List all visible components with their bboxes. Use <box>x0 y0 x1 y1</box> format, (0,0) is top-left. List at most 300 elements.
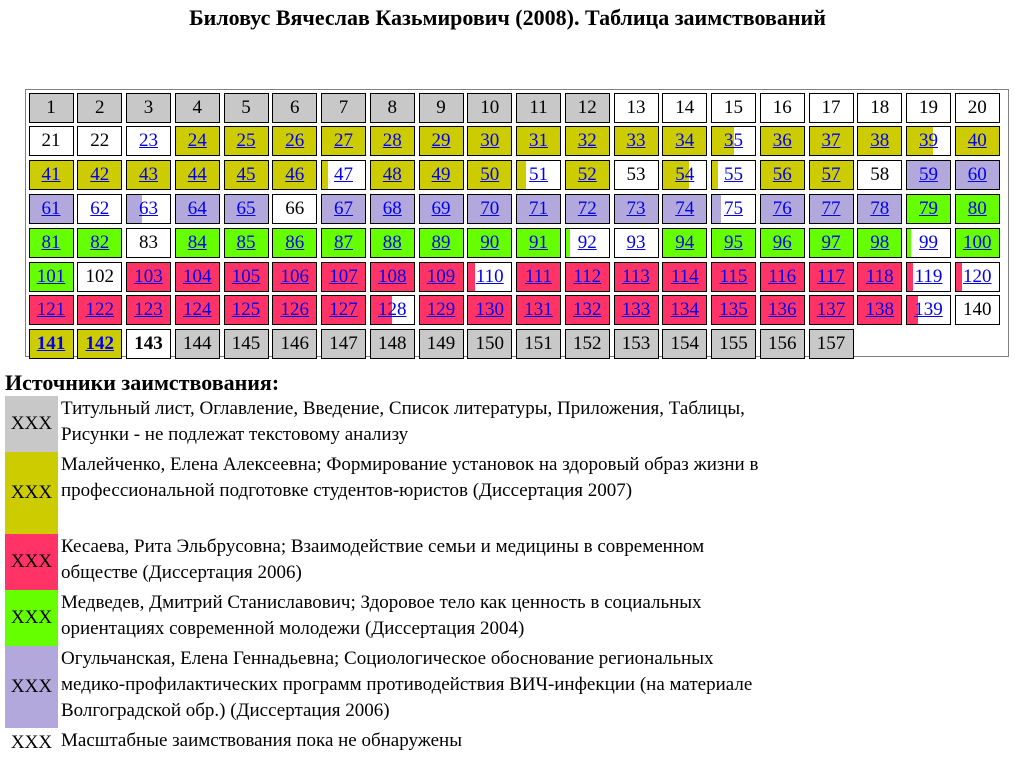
page-cell[interactable] <box>809 295 854 325</box>
page-link[interactable]: 131 <box>524 299 553 321</box>
page-link[interactable]: 67 <box>334 197 353 219</box>
page-cell[interactable] <box>614 295 659 325</box>
page-link[interactable]: 138 <box>865 299 894 321</box>
page-cell[interactable] <box>224 262 269 292</box>
page-link[interactable]: 26 <box>285 130 305 152</box>
page-cell[interactable] <box>29 194 74 224</box>
page-link[interactable]: 54 <box>675 164 695 186</box>
page-cell <box>175 329 220 359</box>
page-link[interactable]: 121 <box>36 299 66 321</box>
page-cell[interactable] <box>662 295 707 325</box>
page-cell[interactable] <box>906 194 951 224</box>
page-cell <box>565 93 610 123</box>
cell-fill <box>907 229 911 257</box>
page-cell[interactable] <box>467 160 512 190</box>
page-link[interactable]: 95 <box>724 231 743 253</box>
page-cell[interactable] <box>126 194 171 224</box>
page-cell[interactable] <box>126 295 171 325</box>
page-cell[interactable] <box>467 228 512 258</box>
page-cell[interactable] <box>370 295 415 325</box>
page-cell[interactable] <box>467 126 512 156</box>
page-link[interactable]: 51 <box>529 164 548 186</box>
page-cell <box>370 329 415 359</box>
page-cell[interactable] <box>272 262 317 292</box>
page-cell <box>809 329 854 359</box>
page-link[interactable]: 132 <box>573 299 602 321</box>
page-link[interactable]: 68 <box>382 197 402 219</box>
page-link[interactable]: 35 <box>724 130 743 152</box>
page-link[interactable]: 118 <box>865 265 894 287</box>
page-link[interactable]: 50 <box>480 164 500 186</box>
page-link[interactable]: 141 <box>36 333 66 355</box>
page-cell[interactable] <box>662 126 707 156</box>
page-link[interactable]: 59 <box>919 164 938 186</box>
page-link[interactable]: 88 <box>382 231 402 253</box>
page-number: 10 <box>480 96 500 118</box>
page-cell[interactable] <box>857 295 902 325</box>
page-number: 153 <box>621 333 651 355</box>
page-cell[interactable] <box>419 126 464 156</box>
page-number: 145 <box>231 333 261 355</box>
page-cell[interactable] <box>955 228 1000 258</box>
cell-fill <box>566 229 570 257</box>
page-cell[interactable] <box>857 126 902 156</box>
page-cell[interactable] <box>419 262 464 292</box>
page-link[interactable]: 43 <box>139 164 158 186</box>
page-link[interactable]: 81 <box>41 231 61 253</box>
page-link[interactable]: 69 <box>431 197 451 219</box>
page-cell[interactable] <box>662 194 707 224</box>
page-cell[interactable] <box>809 262 854 292</box>
page-cell[interactable] <box>565 228 610 258</box>
page-cell <box>516 93 561 123</box>
page-link[interactable]: 38 <box>870 130 890 152</box>
page-number: 21 <box>41 130 61 152</box>
page-cell[interactable] <box>565 295 610 325</box>
page-link[interactable]: 73 <box>626 197 646 219</box>
page-cell[interactable] <box>272 228 317 258</box>
page-cell[interactable] <box>760 126 805 156</box>
page-cell[interactable] <box>711 126 756 156</box>
page-link[interactable]: 119 <box>914 265 943 287</box>
page-link[interactable]: 45 <box>236 164 256 186</box>
page-link[interactable]: 25 <box>236 130 256 152</box>
page-cell[interactable] <box>321 126 366 156</box>
page-number: 16 <box>772 96 792 118</box>
page-number: 144 <box>183 333 212 355</box>
legend-row <box>5 590 785 646</box>
page-cell <box>224 329 269 359</box>
legend-row <box>5 452 785 534</box>
page-cell[interactable] <box>370 194 415 224</box>
page-number: 9 <box>436 96 446 118</box>
page-cell[interactable] <box>77 194 122 224</box>
page-cell <box>614 329 659 359</box>
page-link[interactable]: 106 <box>280 265 309 287</box>
page-cell[interactable] <box>760 194 805 224</box>
page-cell <box>419 329 464 359</box>
page-number: 14 <box>675 96 695 118</box>
page-cell[interactable] <box>321 228 366 258</box>
page-cell[interactable] <box>175 228 220 258</box>
page-link[interactable]: 49 <box>431 164 451 186</box>
page-link[interactable]: 56 <box>772 164 792 186</box>
page-link[interactable]: 76 <box>772 197 792 219</box>
page-cell[interactable] <box>126 126 171 156</box>
page-link[interactable]: 37 <box>821 130 841 152</box>
page-cell[interactable] <box>955 262 1000 292</box>
page-link[interactable]: 34 <box>675 130 695 152</box>
page-number: 4 <box>192 96 202 118</box>
page-cell <box>29 126 74 156</box>
page-link[interactable]: 134 <box>670 299 699 321</box>
page-link[interactable]: 96 <box>772 231 792 253</box>
page-cell[interactable] <box>77 329 122 359</box>
page-link[interactable]: 75 <box>724 197 743 219</box>
legend-swatch: XXX <box>5 534 58 590</box>
page-cell[interactable] <box>711 194 756 224</box>
page-cell <box>857 160 902 190</box>
page-cell[interactable] <box>175 262 220 292</box>
page-cell <box>272 93 317 123</box>
page-cell[interactable] <box>857 194 902 224</box>
page-cell[interactable] <box>711 295 756 325</box>
page-cell <box>760 93 805 123</box>
page-cell[interactable] <box>224 228 269 258</box>
page-cell[interactable] <box>857 262 902 292</box>
page-cell[interactable] <box>516 295 561 325</box>
page-cell[interactable] <box>370 160 415 190</box>
page-link[interactable]: 115 <box>719 265 748 287</box>
page-number: 20 <box>967 96 987 118</box>
legend-swatch: XXX <box>5 452 58 534</box>
page-cell[interactable] <box>126 160 171 190</box>
page-cell[interactable] <box>370 228 415 258</box>
page-link[interactable]: 39 <box>919 130 938 152</box>
page-cell[interactable] <box>906 160 951 190</box>
page-number: 148 <box>378 333 407 355</box>
page-number: 147 <box>329 333 358 355</box>
page-cell[interactable] <box>272 126 317 156</box>
page-link[interactable]: 62 <box>90 197 110 219</box>
page-link[interactable]: 78 <box>870 197 890 219</box>
page-link[interactable]: 135 <box>719 299 748 321</box>
page-link[interactable]: 90 <box>480 231 500 253</box>
page-number: 151 <box>524 333 553 355</box>
page-cell <box>126 329 171 359</box>
page-link[interactable]: 41 <box>41 164 61 186</box>
page-cell[interactable] <box>662 160 707 190</box>
page-link[interactable]: 63 <box>139 197 158 219</box>
page-link[interactable]: 139 <box>914 299 943 321</box>
page-number: 146 <box>280 333 309 355</box>
page-link[interactable]: 98 <box>870 231 890 253</box>
page-link[interactable]: 93 <box>626 231 646 253</box>
page-title: Биловус Вячеслав Казьмирович (2008). Таблица заимствований <box>189 5 826 30</box>
page-link[interactable]: 117 <box>817 265 845 287</box>
page-cell <box>77 262 122 292</box>
page-link[interactable]: 29 <box>431 130 451 152</box>
page-cell[interactable] <box>955 126 1000 156</box>
page-cell[interactable] <box>77 295 122 325</box>
page-link[interactable]: 114 <box>670 265 699 287</box>
page-cell[interactable] <box>711 228 756 258</box>
page-link[interactable]: 27 <box>334 130 353 152</box>
page-link[interactable]: 40 <box>967 130 987 152</box>
page-cell[interactable] <box>77 228 122 258</box>
page-link[interactable]: 42 <box>90 164 110 186</box>
page-cell[interactable] <box>809 160 854 190</box>
page-link[interactable]: 23 <box>139 130 158 152</box>
cell-fill <box>712 195 721 223</box>
page-cell[interactable] <box>419 160 464 190</box>
page-link[interactable]: 91 <box>529 231 548 253</box>
page-cell <box>126 93 171 123</box>
page-link[interactable]: 65 <box>236 197 256 219</box>
page-link[interactable]: 112 <box>573 265 602 287</box>
page-cell[interactable] <box>516 160 561 190</box>
page-link[interactable]: 47 <box>334 164 353 186</box>
page-cell[interactable] <box>906 126 951 156</box>
page-cell[interactable] <box>224 160 269 190</box>
page-cell <box>224 93 269 123</box>
page-cell[interactable] <box>29 160 74 190</box>
page-cell[interactable] <box>614 126 659 156</box>
page-link[interactable]: 127 <box>329 299 358 321</box>
page-cell[interactable] <box>126 262 171 292</box>
page-link[interactable]: 126 <box>280 299 309 321</box>
page-cell[interactable] <box>662 228 707 258</box>
page-link[interactable]: 82 <box>90 231 110 253</box>
cell-fill <box>907 263 913 291</box>
page-number: 157 <box>816 333 846 355</box>
page-link[interactable]: 84 <box>187 231 207 253</box>
page-cell[interactable] <box>29 262 74 292</box>
page-cell[interactable] <box>516 126 561 156</box>
page-cell[interactable] <box>175 295 220 325</box>
page-link[interactable]: 122 <box>85 299 114 321</box>
page-cell[interactable] <box>224 295 269 325</box>
page-link[interactable]: 30 <box>480 130 500 152</box>
page-cell[interactable] <box>272 160 317 190</box>
page-cell[interactable] <box>662 262 707 292</box>
page-link[interactable]: 61 <box>41 197 61 219</box>
page-link[interactable]: 92 <box>577 231 597 253</box>
page-link[interactable]: 110 <box>475 265 504 287</box>
page-cell[interactable] <box>955 160 1000 190</box>
page-number: 5 <box>241 96 251 118</box>
page-cell[interactable] <box>467 194 512 224</box>
page-cell <box>175 93 220 123</box>
page-link[interactable]: 101 <box>36 265 66 287</box>
page-cell[interactable] <box>321 160 366 190</box>
page-cell[interactable] <box>224 194 269 224</box>
page-link[interactable]: 129 <box>426 299 456 321</box>
page-link[interactable]: 100 <box>963 231 992 253</box>
legend-title: Источники заимствования: <box>5 370 280 395</box>
page-link[interactable]: 103 <box>134 265 163 287</box>
page-link[interactable]: 60 <box>967 164 987 186</box>
page-cell <box>516 329 561 359</box>
page-cell[interactable] <box>77 160 122 190</box>
page-link[interactable]: 72 <box>577 197 597 219</box>
page-cell[interactable] <box>809 228 854 258</box>
page-link[interactable]: 87 <box>334 231 353 253</box>
page-cell[interactable] <box>175 126 220 156</box>
page-cell[interactable] <box>711 262 756 292</box>
page-cell[interactable] <box>272 295 317 325</box>
page-link[interactable]: 80 <box>967 197 987 219</box>
legend-row <box>5 534 785 590</box>
page-link[interactable]: 97 <box>821 231 841 253</box>
page-cell[interactable] <box>760 295 805 325</box>
page-link[interactable]: 44 <box>187 164 207 186</box>
page-link[interactable]: 57 <box>821 164 841 186</box>
page-link[interactable]: 33 <box>626 130 646 152</box>
page-link[interactable]: 74 <box>675 197 695 219</box>
page-cell[interactable] <box>955 194 1000 224</box>
page-cell[interactable] <box>29 295 74 325</box>
page-link[interactable]: 128 <box>378 299 407 321</box>
page-link[interactable]: 120 <box>963 265 992 287</box>
page-cell[interactable] <box>565 160 610 190</box>
page-link[interactable]: 36 <box>772 130 792 152</box>
page-cell[interactable] <box>224 126 269 156</box>
page-cell <box>711 93 756 123</box>
page-cell[interactable] <box>614 228 659 258</box>
page-link[interactable]: 108 <box>378 265 407 287</box>
page-link[interactable]: 85 <box>236 231 256 253</box>
page-cell[interactable] <box>467 262 512 292</box>
page-cell <box>29 93 74 123</box>
page-cell[interactable] <box>175 160 220 190</box>
page-cell[interactable] <box>467 295 512 325</box>
page-link[interactable]: 24 <box>187 130 207 152</box>
cell-fill <box>468 263 474 291</box>
page-link[interactable]: 116 <box>768 265 797 287</box>
page-link[interactable]: 55 <box>724 164 743 186</box>
page-number: 3 <box>143 96 154 118</box>
page-cell[interactable] <box>370 126 415 156</box>
page-cell[interactable] <box>419 228 464 258</box>
page-link[interactable]: 79 <box>919 197 938 219</box>
page-link[interactable]: 125 <box>231 299 261 321</box>
page-cell[interactable] <box>565 194 610 224</box>
page-link[interactable]: 104 <box>183 265 212 287</box>
page-link[interactable]: 28 <box>382 130 402 152</box>
page-cell <box>614 160 659 190</box>
page-link[interactable]: 136 <box>768 299 797 321</box>
page-cell <box>955 295 1000 325</box>
page-cell[interactable] <box>906 228 951 258</box>
page-cell[interactable] <box>370 262 415 292</box>
page-cell[interactable] <box>321 295 366 325</box>
page-cell[interactable] <box>321 194 366 224</box>
page-cell[interactable] <box>29 329 74 359</box>
page-cell[interactable] <box>516 194 561 224</box>
page-cell[interactable] <box>614 194 659 224</box>
page-cell[interactable] <box>711 160 756 190</box>
page-cell <box>467 93 512 123</box>
page-cell[interactable] <box>565 262 610 292</box>
page-cell[interactable] <box>809 194 854 224</box>
page-link[interactable]: 107 <box>329 265 358 287</box>
page-cell <box>711 329 756 359</box>
page-cell[interactable] <box>906 295 951 325</box>
page-link[interactable]: 130 <box>475 299 504 321</box>
page-link[interactable]: 124 <box>183 299 212 321</box>
page-number: 22 <box>90 130 110 152</box>
page-cell[interactable] <box>29 228 74 258</box>
page-cell <box>906 93 951 123</box>
page-link[interactable]: 137 <box>816 299 846 321</box>
page-link[interactable]: 142 <box>85 333 114 355</box>
legend-row <box>5 646 785 728</box>
page-link[interactable]: 109 <box>426 265 456 287</box>
page-link[interactable]: 94 <box>675 231 695 253</box>
legend-swatch: XXX <box>5 728 58 758</box>
page-number: 2 <box>95 96 105 118</box>
page-cell[interactable] <box>857 228 902 258</box>
page-link[interactable]: 99 <box>919 231 938 253</box>
page-cell[interactable] <box>809 126 854 156</box>
page-link[interactable]: 77 <box>821 197 841 219</box>
page-number: 13 <box>626 96 646 118</box>
page-link[interactable]: 86 <box>285 231 305 253</box>
page-link[interactable]: 113 <box>622 265 650 287</box>
cell-fill <box>712 161 718 189</box>
cell-fill <box>322 161 328 189</box>
page-number: 149 <box>426 333 456 355</box>
page-link[interactable]: 133 <box>621 299 651 321</box>
page-link[interactable]: 71 <box>529 197 548 219</box>
page-cell[interactable] <box>614 262 659 292</box>
page-cell[interactable] <box>321 262 366 292</box>
page-link[interactable]: 111 <box>524 265 553 287</box>
page-cell[interactable] <box>760 160 805 190</box>
page-cell[interactable] <box>175 194 220 224</box>
page-link[interactable]: 46 <box>285 164 305 186</box>
page-number: 143 <box>134 333 163 355</box>
page-cell[interactable] <box>906 262 951 292</box>
page-grid <box>25 89 1009 357</box>
page-link[interactable]: 89 <box>431 231 451 253</box>
page-number: 66 <box>285 197 305 219</box>
page-link[interactable]: 31 <box>529 130 548 152</box>
page-number: 156 <box>768 333 797 355</box>
page-cell[interactable] <box>419 194 464 224</box>
page-link[interactable]: 70 <box>480 197 500 219</box>
page-link[interactable]: 32 <box>577 130 597 152</box>
page-cell[interactable] <box>760 262 805 292</box>
page-number: 7 <box>338 96 349 118</box>
page-cell[interactable] <box>565 126 610 156</box>
page-cell <box>77 93 122 123</box>
page-cell[interactable] <box>760 228 805 258</box>
page-cell <box>321 329 366 359</box>
page-cell <box>662 93 707 123</box>
page-cell[interactable] <box>516 262 561 292</box>
page-link[interactable]: 123 <box>134 299 163 321</box>
legend-row <box>5 396 785 452</box>
page-link[interactable]: 48 <box>382 164 402 186</box>
page-link[interactable]: 52 <box>577 164 597 186</box>
page-link[interactable]: 105 <box>231 265 261 287</box>
page-link[interactable]: 64 <box>187 197 207 219</box>
page-cell[interactable] <box>516 228 561 258</box>
page-cell[interactable] <box>419 295 464 325</box>
page-number: 155 <box>719 333 748 355</box>
